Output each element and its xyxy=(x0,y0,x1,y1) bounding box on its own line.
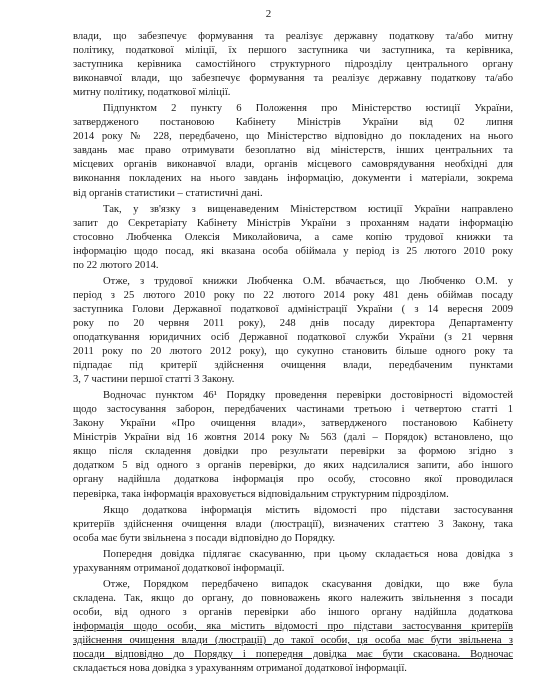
text-line: місцевих органів виконавчої влади, органів місцевого самоврядування необхідні для xyxy=(73,159,513,171)
text-line: завдань має право отримувати безоплатно від міністерств, інших центральних та xyxy=(73,145,513,157)
paragraph xyxy=(73,504,513,546)
paragraph xyxy=(73,275,513,387)
underlined-text-line: інформація щодо особи, яка містить відомості про підстави застосування критеріїв xyxy=(73,620,513,632)
paragraph xyxy=(73,30,513,100)
text-line: складена. Так, якщо до органу, до повноважень якого належить звільнення з посади xyxy=(73,592,513,604)
paragraph xyxy=(73,548,513,576)
text-line: влади, що забезпечує формування та реалізує державну податкову та/або митну xyxy=(73,31,513,42)
text-line: заступника керівника самостійного структурного підрозділу центрального органу xyxy=(73,59,513,71)
text-line: перевірка, така інформація враховується відповідальним структурним підрозділом. xyxy=(73,488,449,500)
text-line: виконання покладених на нього завдань інформацію, документи і матеріали, зокрема xyxy=(73,173,513,185)
text-line: урахуванням отриманої додаткової інформації. xyxy=(73,562,285,574)
text-line: Отже, Порядком передбачено випадок скасування довідки, що вже була xyxy=(103,578,513,590)
text-line: запит до Секретаріату Кабінету Міністрів України з проханням надати інформацію xyxy=(73,217,513,229)
text-line: додатком 5 від одного з органів перевірки, до яких надсилалися запити, або іншого xyxy=(73,460,513,472)
underlined-text-line: здійснення очищення влади (люстрації) до такої особи, ця особа має бути звільнена з xyxy=(73,634,513,646)
text-line: особа має бути звільнена з посади відповідно до Порядку. xyxy=(73,532,335,544)
text-line: 3, 7 частини першої статті 3 Закону. xyxy=(73,374,235,386)
text-line: стосовно Любченка Олексія Миколайовича, а саме копію трудової книжки та xyxy=(73,231,513,243)
text-line: критеріїв здійснення очищення влади (люстрації), визначених статтею 3 Закону, така xyxy=(73,518,513,530)
paragraph xyxy=(73,102,513,200)
text-line: 2011 року по 20 лютого 2012 року), що сукупно становить більше одного року та xyxy=(73,346,513,358)
page-number: 2 xyxy=(265,8,272,20)
text-line: оподаткування юридичних осіб Державної податкової служби України (з 21 червня xyxy=(73,331,513,343)
text-line: від органів статистики – статистичні дані. xyxy=(73,187,263,199)
text-line: складається нова довідка з урахуванням отриманої додаткової інформації. xyxy=(73,663,407,675)
text-line: період з 25 лютого 2010 року по 22 лютого 2014 року 481 день обіймав посаду xyxy=(73,289,513,301)
paragraph xyxy=(73,578,513,676)
document-body xyxy=(73,30,513,676)
text-line: 2014 року № 228, передбачено, що Міністерство відповідно до покладених на нього xyxy=(73,131,513,143)
paragraph xyxy=(73,389,513,501)
text-line: Отже, з трудової книжки Любченка О.М. вбачається, що Любченко О.М. у xyxy=(103,275,513,287)
underlined-text-line: посади відповідно до Порядку і попередня довідка має бути скасована. Водночас xyxy=(73,649,513,661)
text-line: митну політику, податкової міліції. xyxy=(73,87,231,99)
text-line: особи, від одного з органів перевірки або іншого органу надійшла додаткова xyxy=(73,606,513,618)
text-line: затвердженого постановою Кабінету Міністрів України від 02 липня xyxy=(73,117,513,129)
text-line: Так, у зв'язку з вищенаведеним Міністерством юстиції України направлено xyxy=(103,203,513,215)
text-line: інформацію щодо посад, які вказана особа обіймала у період із 25 лютого 2010 року xyxy=(73,245,513,257)
text-line: Підпунктом 2 пункту 6 Положення про Міністерство юстиції України, xyxy=(103,103,513,115)
paragraph xyxy=(73,203,513,273)
text-line: по 22 лютого 2014. xyxy=(73,259,159,271)
text-line: політику, податкової міліції, їх першого заступника чи заступника, та керівника, xyxy=(73,45,513,57)
text-line: Водночас пунктом 46¹ Порядку проведення перевірки достовірності відомостей xyxy=(103,390,513,402)
text-line: Закону України «Про очищення влади», затвердженого постановою Кабінету xyxy=(73,418,513,430)
text-line: року по 20 червня 2011 року), 248 днів посаду директора Департаменту xyxy=(73,317,513,329)
text-line: Якщо додаткова інформація містить відомості про підстави застосування xyxy=(103,504,513,516)
text-line: заступника Голови Державної податкової адміністрації України ( з 14 вересня 2009 xyxy=(73,303,513,315)
text-line: виконавчої влади, що забезпечує формування та реалізує державну податкову та/або xyxy=(73,73,513,85)
text-line: щодо застосування заборон, передбачених частинами третьою і четвертою статті 1 xyxy=(73,404,513,416)
text-line: Попередня довідка підлягає скасуванню, при цьому складається нова довідка з xyxy=(103,548,513,560)
text-line: Міністрів України від 16 жовтня 2014 року № 563 (далі – Порядок) встановлено, що xyxy=(73,432,513,444)
text-line: органу надійшла додаткова інформація про особу, стосовно якої проводилася xyxy=(73,474,513,486)
text-line: якщо після складення довідки про результати перевірки за формою згідно з xyxy=(73,446,513,458)
text-line: підпадає під критерії здійснення очищення влади, передбаченим пунктами xyxy=(73,360,513,372)
